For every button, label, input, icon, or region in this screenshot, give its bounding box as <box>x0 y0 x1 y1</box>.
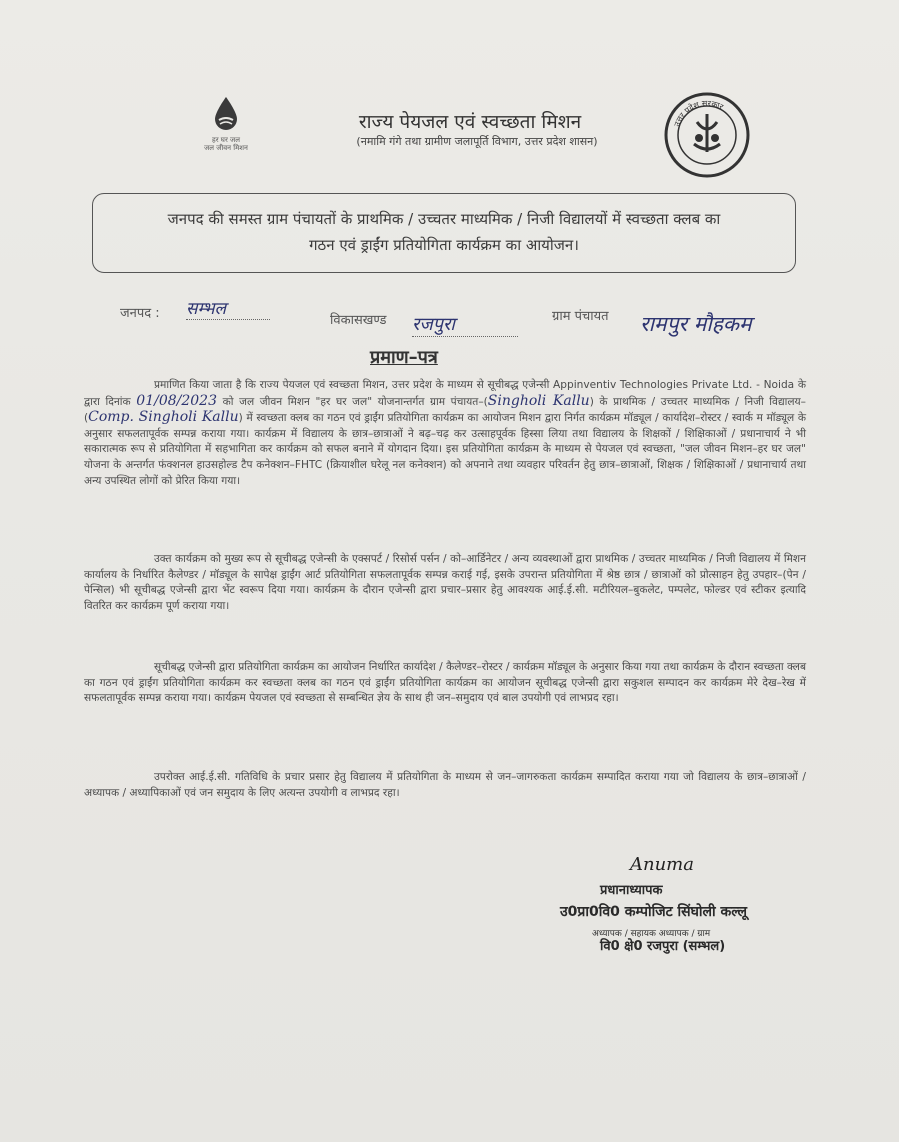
subject-line-1: जनपद की समस्त ग्राम पंचायतों के प्राथमिक / उच्चतर माध्यमिक / निजी विद्यालयों में स्वच्छता क्लब का <box>167 210 721 228</box>
p1-text-b: को जल जीवन मिशन "हर घर जल" योजनान्तर्गत ग्राम पंचायत–( <box>222 395 488 408</box>
program-date: 01/08/2023 <box>136 392 217 409</box>
p1-text-a: प्रमाणित किया जाता है कि राज्य पेयजल एवं स्वच्छता मिशन, उत्तर प्रदेश के माध्यम से सूचीबद्ध एजेन्सी Appinventiv Technologies Private Ltd. - Noida के द्वारा दिनांक <box>84 379 806 408</box>
paragraph-1 <box>84 378 806 489</box>
stamp-small-text: अध्यापक / सहायक अध्यापक / ग्राम <box>592 929 711 939</box>
panchayat-value: रामपुर मौहकम <box>640 312 752 336</box>
water-drop-icon <box>212 96 240 132</box>
stamp-school: उ0प्रा0वि0 कम्पोजिट सिंघोली कल्लू <box>560 904 748 920</box>
stamp-block: वि0 क्षे0 रजपुरा (सम्भल) <box>600 939 726 954</box>
paragraph-2: उक्त कार्यक्रम को मुख्य रूप से सूचीबद्ध एजेन्सी के एक्सपर्ट / रिसोर्स पर्सन / को–आर्डिनेटर / अन्य व्यवस्थाओं द्वारा प्राथमिक / उच्चतर माध्यमिक / निजी विद्यालय में मिशन कार्यालय के निर्धारित कैलेण्डर / मॉड्यूल के सापेक्ष ड्राईंग आर्ट प्रतियोगिता सफलतापूर्वक सम्पन्न कराई गई, इसके उपरान्त प्रतियोगिता में श्रेष्ठ छात्र / छात्राओं को प्रोत्साहन हेतु उपहार–(पेन / पेन्सिल) भी सूचीबद्ध एजेन्सी द्वारा भेंट स्वरूप दिया गया। कार्यक्रम के दौरान एजेन्सी द्वारा प्रचार–प्रसार हेतु आवश्यक आई.ई.सी. मटीरियल–बुकलेट, पम्पलेट, फोल्डर एवं स्टीकर इत्यादि वितरित कर कार्यक्रम पूर्ण कराया गया। <box>84 553 806 612</box>
p1-text-d: ) में स्वच्छता क्लब का गठन एवं ड्राईंग प्रतियोगिता कार्यक्रम का आयोजन मिशन द्वारा निर्गत कार्यक्रम मॉड्यूल / कार्यादेश–रोस्टर / स्वार्क म मॉड्यूल के अनुसार सफलतापूर्वक सम्पन्न कराया गया। कार्यक्रम में विद्यालय के छात्र–छात्राओं ने बढ़–चढ़ कर उत्साहपूर्वक हिस्सा लिया तथा विद्यालय के शिक्षकों / शिक्षिकाओं / प्रधानाचार्य ने भी सकारात्मक रूप से प्रतियोगिता में सहभागिता कर कार्यक्रम को सफल बनाने में योगदान दिया। इस प्रतियोगिता कार्यक्रम के माध्यम से पेयजल एवं स्वच्छता, "जल जीवन मिशन–हर घर जल" योजना के अन्तर्गत फंक्शनल हाउसहोल्ड टैप कनेक्शन–FHTC (क्रियाशील घरेलू नल कनेक्शन) को अपनाने तथा व्यवहार परिवर्तन हेतु छात्र–छात्राओं, शिक्षक / शिक्षिकाओं / प्रधानाचार्य तथा अन्य उपस्थित लोगों को प्रेरित किया गया। <box>84 412 806 487</box>
subject-box <box>92 193 796 273</box>
district-label: जनपद : <box>120 306 160 321</box>
village-name: Singholi Kallu <box>487 392 590 409</box>
district-value: सम्भल <box>186 296 270 320</box>
jal-jeevan-logo <box>196 96 256 176</box>
logo-caption: हर घर जल जल जीवन मिशन <box>204 136 248 152</box>
panchayat-label: ग्राम पंचायत <box>552 309 609 324</box>
paragraph-3: सूचीबद्ध एजेन्सी द्वारा प्रतियोगिता कार्यक्रम का आयोजन निर्धारित कार्यादेश / कैलेण्डर–रोस्टर / कार्यक्रम मॉड्यूल के अनुसार किया गया तथा कार्यक्रम के दौरान स्वच्छता क्लब का गठन एवं ड्राईंग प्रतियोगिता कार्यक्रम कर स्वच्छता क्लब का गठन एवं ड्राईंग प्रतियोगिता कार्यक्रम का आयोजन सूचीबद्ध एजेन्सी द्वारा सकुशल सम्पादन कर कार्यक्रम मेरे देख–रेख में सफलतापूर्वक सम्पन्न कराया गया। कार्यक्रम पेयजल एवं स्वच्छता से सम्बन्धित ज्ञेय के साथ ही जन–समुदाय एवं बाल उपयोगी एवं लाभप्रद रहा। <box>84 661 806 705</box>
certificate-heading: प्रमाण–पत्र <box>370 347 438 368</box>
header-title: राज्य पेयजल एवं स्वच्छता मिशन <box>358 111 582 133</box>
school-name: Comp. Singholi Kallu <box>88 409 239 426</box>
up-government-seal-icon <box>664 92 750 178</box>
p1-text-c: ) के प्राथमिक / उच्चतर माध्यमिक / निजी विद्यालय–( <box>84 395 806 425</box>
paragraph-4: उपरोक्त आई.ई.सी. गतिविधि के प्रचार प्रसार हेतु विद्यालय में प्रतियोगिता के माध्यम से जन–जागरुकता कार्यक्रम सम्पादित कराया गया जो विद्यालय के छात्र–छात्राओं / अध्यापक / अध्यापिकाओं एवं जन समुदाय के लिए अत्यन्त उपयोगी व लाभप्रद रहा। <box>84 771 806 799</box>
signature-scribble: Anuma <box>630 854 694 875</box>
header-subtitle: (नमामि गंगे तथा ग्रामीण जलापूर्ति विभाग, उत्तर प्रदेश शासन) <box>356 135 598 148</box>
block-value: रजपुरा <box>412 312 518 337</box>
seal-text: उत्तर प्रदेश सरकार <box>672 98 725 128</box>
block-label: विकासखण्ड <box>330 313 387 328</box>
signature-stamp <box>560 856 830 966</box>
stamp-designation: प्रधानाध्यापक <box>600 883 663 898</box>
subject-line-2: गठन एवं ड्राईंग प्रतियोगिता कार्यक्रम का आयोजन। <box>309 236 579 254</box>
